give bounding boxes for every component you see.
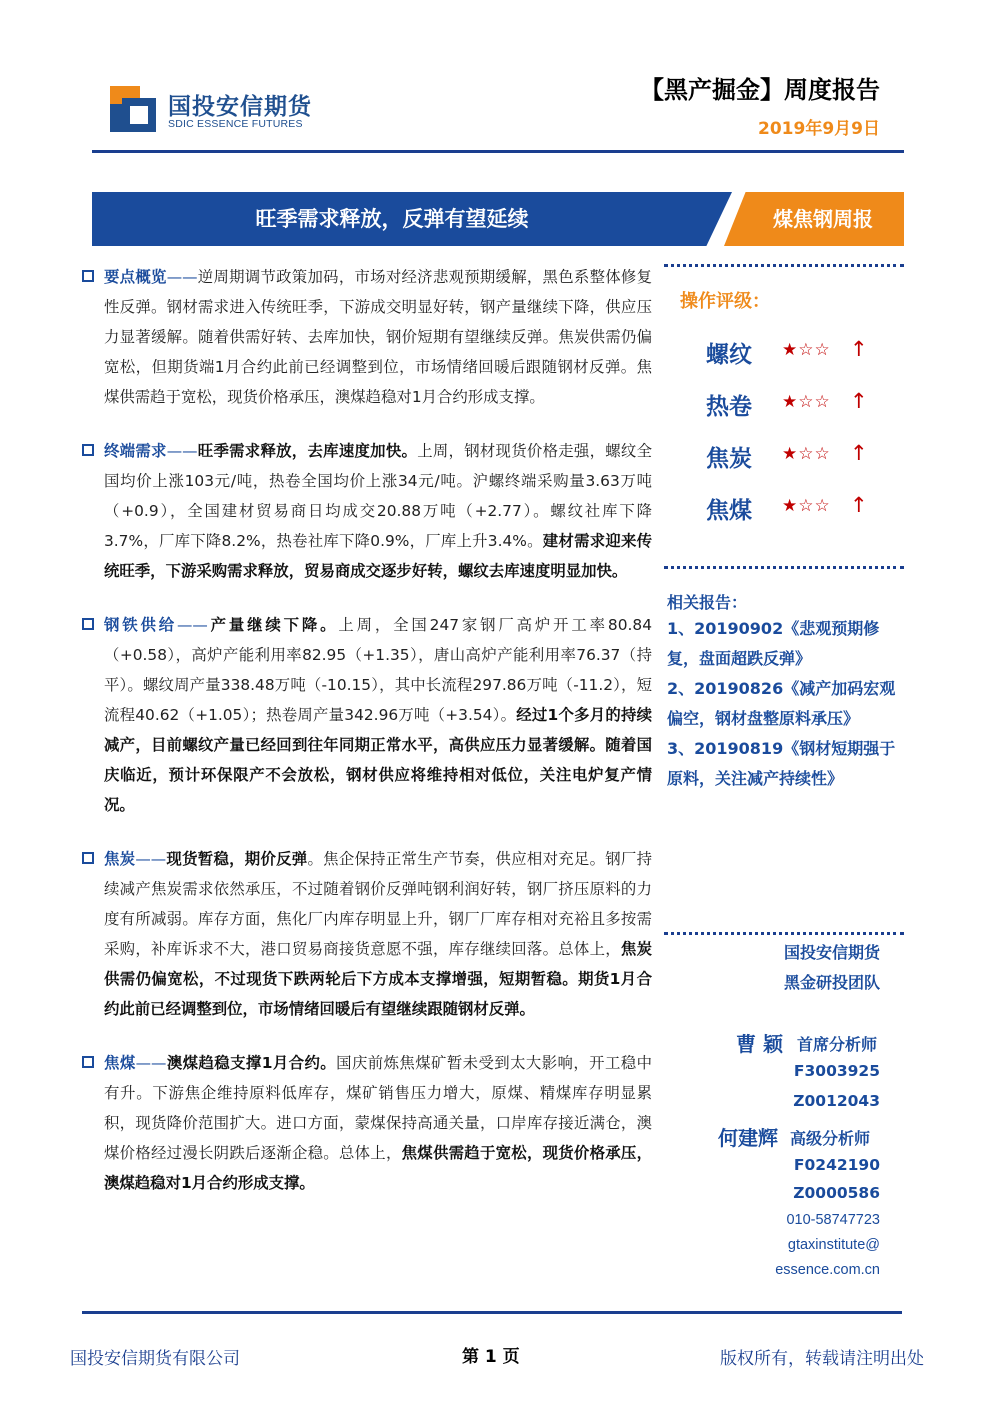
related-report-link[interactable]: 2、20190826《减产加码宏观偏空，钢材盘整原料承压》 (667, 679, 896, 728)
related-reports-list (667, 614, 897, 794)
banner-title: 旺季需求释放，反弹有望延续 (255, 207, 529, 231)
section-text: 上周，钢材现货价格走强，螺纹全国均价上涨103元/吨，热卷全国均价上涨34元/吨。沪螺终端采购量3.63万吨（+0.9），全国建材贸易商日均成交20.88万吨（+2.77）。螺纹社库下降3.7%，厂库下降8.2%，热卷社库下降0.9%，厂库上升3.4%。 (104, 442, 652, 550)
rating-row-coking-coal (706, 492, 886, 532)
checkbox-bullet-icon (82, 444, 94, 456)
rating-stars (782, 444, 831, 464)
related-reports-heading: 相关报告： (667, 593, 748, 612)
analyst-name: 何建辉 (718, 1126, 778, 1150)
analyst-title: 首席分析师 (797, 1035, 878, 1054)
checkbox-bullet-icon (82, 270, 94, 282)
analyst-license: Z0012043 (793, 1092, 880, 1110)
star-filled-icon: ★ (782, 340, 799, 360)
banner-tag: 煤焦钢周报 (773, 207, 873, 231)
section-dash: —— (135, 1054, 167, 1072)
section-text: 逆周期调节政策加码，市场对经济悲观预期缓解，黑色系整体修复性反弹。钢材需求进入传统旺季，下游成交明显好转，钢产量继续下降，供应压力显著缓解。随着供需好转、去库加快，钢价短期有望继续反弹。焦炭供需仍偏宽松，但期货端1月合约此前已经调整到位，市场情绪回暖后跟随钢材反弹。焦煤供需趋于宽松，现货价格承压，澳煤趋稳对1月合约形成支撑。 (104, 268, 652, 406)
rating-stars (782, 392, 831, 412)
star-filled-icon: ★ (782, 496, 799, 516)
arrow-up-icon: ↑ (850, 389, 868, 413)
section-conclusion: 建材需求迎来传统旺季，下游采购需求释放，贸易商成交逐步好转，螺纹去库速度明显加快。 (104, 532, 652, 580)
company-logo (108, 84, 338, 136)
analyst-license: F3003925 (793, 1062, 880, 1080)
section-dash: —— (166, 268, 198, 286)
section-overview (82, 262, 652, 412)
main-content (82, 262, 652, 1222)
logo-text-en: SDIC ESSENCE FUTURES (168, 118, 303, 130)
star-empty-icon: ☆☆ (798, 392, 831, 412)
arrow-up-icon: ↑ (850, 493, 868, 517)
header-divider (92, 150, 904, 153)
report-title: 【黑产掘金】周度报告 (640, 76, 880, 104)
arrow-up-icon: ↑ (850, 337, 868, 361)
checkbox-bullet-icon (82, 618, 94, 630)
sidebar-divider (664, 932, 904, 935)
section-conclusion: 焦炭供需仍偏宽松，不过现货下跌两轮后下方成本支撑增强，短期暂稳。期货1月合约此前已经调整到位，市场情绪回暖后有望继续跟随钢材反弹。 (104, 940, 652, 1018)
contact-email[interactable]: gtaxinstitute@ (787, 1237, 880, 1253)
logo-text-cn: 国投安信期货 (168, 94, 312, 120)
section-lead: 现货暂稳，期价反弹 (166, 850, 308, 868)
section-text: 。焦企保持正常生产节奏，供应相对充足。钢厂持续减产焦炭需求依然承压，不过随着钢价反弹吨钢利润好转，钢厂挤压原料的力度有所减弱。库存方面，焦化厂内库存明显上升，钢厂厂库存相对充裕且多按需采购，补库诉求不大，港口贸易商接货意愿不强，库存继续回落。总体上， (104, 850, 652, 958)
section-heading: 焦煤 (104, 1054, 136, 1072)
section-text: 上周，全国247家钢厂高炉开工率80.84（+0.58），高炉产能利用率82.95（+1.35），唐山高炉产能利用率76.37（持平）。螺纹周产量338.48万吨（-10.15），其中长流程297.86万吨（-11.2），短流程40.62（+1.05）；热卷周产量342.96万吨（+3.54）。 (104, 616, 652, 724)
analyst-title: 高级分析师 (790, 1129, 871, 1148)
related-report-link[interactable]: 3、20190819《钢材短期强于原料，关注减产持续性》 (667, 739, 896, 788)
section-supply (82, 610, 652, 820)
rating-product: 螺纹 (706, 342, 752, 368)
section-heading: 焦炭 (104, 850, 136, 868)
analyst-license: Z0000586 (793, 1184, 880, 1202)
section-conclusion: 经过1个多月的持续减产，目前螺纹产量已经回到往年同期正常水平，高供应压力显著缓解。随着国庆临近，预计环保限产不会放松，钢材供应将维持相对低位，关注电炉复产情况。 (104, 706, 652, 814)
rating-stars (782, 496, 831, 516)
rating-heading: 操作评级： (680, 291, 770, 312)
section-heading: 要点概览 (104, 268, 167, 286)
section-lead: 澳煤趋稳支撑1月合约。 (166, 1054, 337, 1072)
rating-row-hot-coil (706, 388, 886, 428)
sidebar-divider (664, 566, 904, 569)
section-lead: 旺季需求释放，去库速度加快。 (197, 442, 418, 460)
footer-copyright: 版权所有，转载请注明出处 (720, 1349, 924, 1369)
rating-row-coke (706, 440, 886, 480)
contact-phone: 010-58747723 (786, 1212, 880, 1228)
checkbox-bullet-icon (82, 852, 94, 864)
star-filled-icon: ★ (782, 444, 799, 464)
team-block (700, 938, 880, 998)
arrow-up-icon: ↑ (850, 441, 868, 465)
sidebar-divider (664, 264, 904, 267)
page-number: 第 1 页 (462, 1347, 520, 1367)
section-lead: 产量继续下降。 (207, 616, 339, 634)
star-empty-icon: ☆☆ (798, 496, 831, 516)
rating-row-rebar (706, 336, 886, 376)
rating-product: 热卷 (706, 394, 752, 420)
section-heading: 终端需求 (104, 442, 167, 460)
section-dash: —— (135, 850, 167, 868)
checkbox-bullet-icon (82, 1056, 94, 1068)
rating-product: 焦炭 (706, 446, 752, 472)
analyst-name: 曹 颖 (736, 1032, 783, 1056)
star-empty-icon: ☆☆ (798, 444, 831, 464)
star-filled-icon: ★ (782, 392, 799, 412)
section-coking-coal (82, 1048, 652, 1198)
team-org: 国投安信期货 (783, 943, 880, 962)
related-report-link[interactable]: 1、20190902《悲观预期修复，盘面超跌反弹》 (667, 619, 880, 668)
rating-product: 焦煤 (706, 498, 752, 524)
contact-email-domain[interactable]: essence.com.cn (775, 1262, 880, 1278)
section-heading: 钢铁供给 (104, 616, 178, 634)
report-date: 2019年9月9日 (758, 119, 880, 139)
footer-company: 国投安信期货有限公司 (70, 1349, 240, 1369)
section-text: 国庆前炼焦煤矿暂未受到太大影响，开工稳中有升。下游焦企维持原料低库存，煤矿销售压力增大，原煤、精煤库存明显累积，现货降价范围扩大。进口方面，蒙煤保持高通关量，口岸库存接近满仓，澳煤价格经过漫长阴跌后逐渐企稳。总体上， (104, 1054, 652, 1162)
rating-stars (782, 340, 831, 360)
section-demand (82, 436, 652, 586)
analyst-license: F0242190 (793, 1156, 880, 1174)
logo-mark-icon (108, 84, 158, 134)
team-name: 黑金研投团队 (783, 973, 880, 992)
section-coke (82, 844, 652, 1024)
footer-divider (82, 1311, 902, 1314)
section-dash: —— (177, 616, 208, 634)
section-conclusion: 焦煤供需趋于宽松，现货价格承压，澳煤趋稳对1月合约形成支撑。 (104, 1144, 652, 1192)
star-empty-icon: ☆☆ (798, 340, 831, 360)
section-dash: —— (166, 442, 198, 460)
